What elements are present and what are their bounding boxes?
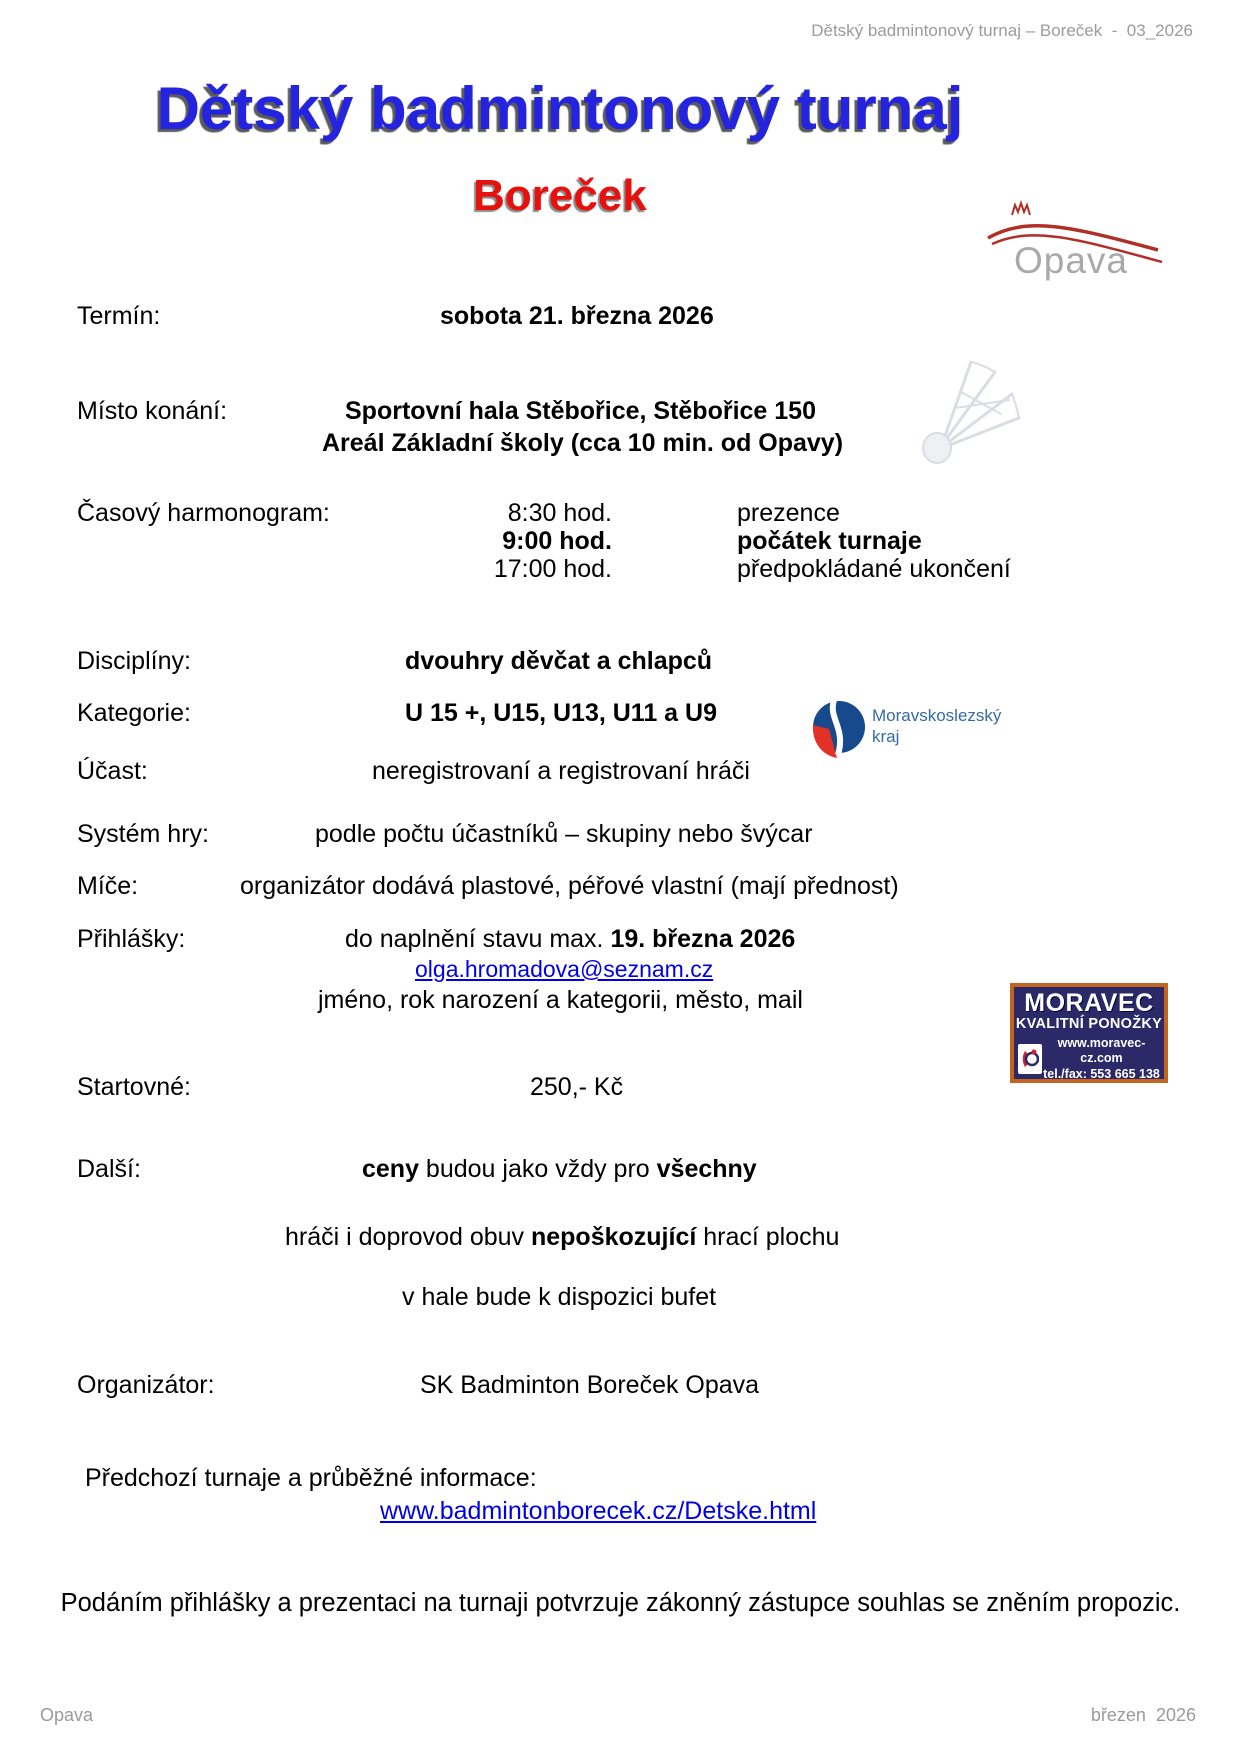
row-dalsi-label: Další: xyxy=(77,1155,141,1183)
moravec-logo xyxy=(1010,983,1168,1083)
harmonogram-desc-2: počátek turnaje xyxy=(737,527,922,555)
info-link[interactable]: www.badmintonborecek.cz/Detske.html xyxy=(380,1497,817,1525)
row-ucast-label: Účast: xyxy=(77,757,148,785)
row-dalsi-value-line3: v hale bude k dispozici bufet xyxy=(402,1283,717,1311)
moravec-logo-title: MORAVEC xyxy=(1024,989,1154,1017)
harmonogram-desc-1: prezence xyxy=(737,499,840,527)
moravec-logo-phone: tel./fax: 553 665 138 xyxy=(1043,1066,1160,1081)
row-kategorie-value: U 15 +, U15, U13, U11 a U9 xyxy=(405,699,717,727)
row-dalsi-value-line1 xyxy=(362,1156,757,1184)
row-misto-label: Místo konání: xyxy=(77,397,228,425)
opava-swoosh-icon xyxy=(982,194,1167,294)
row-dalsi-value-line2 xyxy=(285,1224,839,1252)
dalsi-mid-text: budou jako vždy pro xyxy=(418,1155,657,1183)
prihlasky-value-prefix: do naplnění stavu max. xyxy=(345,925,611,953)
dalsi-line2-bold: nepoškozující xyxy=(530,1223,697,1251)
moravskoslezsky-kraj-logo xyxy=(810,695,1020,765)
moravec-logo-web: www.moravec-cz.com xyxy=(1057,1035,1146,1066)
row-misto-value-line1: Sportovní hala Stěbořice, Stěbořice 150 xyxy=(345,397,816,425)
info-label: Předchozí turnaje a průběžné informace: xyxy=(85,1464,537,1492)
row-organizator-label: Organizátor: xyxy=(77,1371,215,1399)
page-subtitle: Boreček xyxy=(473,171,647,220)
moravec-logo-subtitle: KVALITNÍ PONOŽKY xyxy=(1015,1016,1163,1033)
harmonogram-time-3: 17:00 hod. xyxy=(493,555,612,583)
harmonogram-desc-3: předpokládané ukončení xyxy=(737,555,1011,583)
moravec-emblem-icon xyxy=(1018,1044,1042,1074)
row-mice-value: organizátor dodává plastové, péřové vlastní (mají přednost) xyxy=(240,872,899,900)
dalsi-line2-pre: hráči i doprovod obuv xyxy=(285,1223,531,1251)
row-organizator-value: SK Badminton Boreček Opava xyxy=(420,1371,760,1399)
dalsi-bold-vsechny: všechny xyxy=(656,1155,757,1183)
page-header-reference: Dětský badmintonový turnaj – Boreček - 03_2026 xyxy=(811,21,1193,40)
opava-logo-text: Opava xyxy=(1014,240,1129,281)
row-prihlasky-note: jméno, rok narození a kategorii, město, mail xyxy=(318,986,803,1014)
email-link[interactable]: olga.hromadova@seznam.cz xyxy=(415,956,714,982)
row-prihlasky-label: Přihlášky: xyxy=(77,925,186,953)
msk-logo-text-line1: Moravskoslezský xyxy=(872,706,1002,725)
closing-note: Podáním přihlášky a prezentaci na turnaji potvrzuje zákonný zástupce souhlas se zněním propozic. xyxy=(60,1589,1181,1617)
row-startovne-label: Startovné: xyxy=(77,1073,191,1101)
opava-logo xyxy=(982,194,1167,294)
row-discipliny-value: dvouhry děvčat a chlapců xyxy=(405,647,713,675)
row-termin-label: Termín: xyxy=(77,302,161,330)
prihlasky-deadline: 19. března 2026 xyxy=(610,925,796,953)
harmonogram-time-1: 8:30 hod. xyxy=(507,499,612,527)
row-misto-value-line2: Areál Základní školy (cca 10 min. od Opavy) xyxy=(322,429,844,457)
row-startovne-value: 250,- Kč xyxy=(530,1073,624,1101)
shuttlecock-image xyxy=(915,352,1023,470)
row-system-label: Systém hry: xyxy=(77,820,209,848)
row-discipliny-label: Disciplíny: xyxy=(77,647,191,675)
row-kategorie-label: Kategorie: xyxy=(77,699,191,727)
row-mice-label: Míče: xyxy=(77,872,139,900)
row-ucast-value: neregistrovaní a registrovaní hráči xyxy=(372,757,750,785)
footer-right: březen 2026 xyxy=(1090,1705,1196,1725)
page-title: Dětský badmintonový turnaj xyxy=(156,75,964,142)
msk-logo-text-line2: kraj xyxy=(872,727,900,746)
row-system-value: podle počtu účastníků – skupiny nebo švýcar xyxy=(315,820,813,848)
row-prihlasky-value xyxy=(345,926,795,954)
row-harmonogram-label: Časový harmonogram: xyxy=(77,499,330,527)
dalsi-bold-ceny: ceny xyxy=(362,1155,419,1183)
msk-logo-icon xyxy=(810,695,866,759)
harmonogram-time-2: 9:00 hod. xyxy=(502,527,612,555)
dalsi-line2-post: hrací plochu xyxy=(696,1223,840,1251)
footer-left: Opava xyxy=(40,1705,94,1725)
row-termin-value: sobota 21. března 2026 xyxy=(440,302,714,330)
